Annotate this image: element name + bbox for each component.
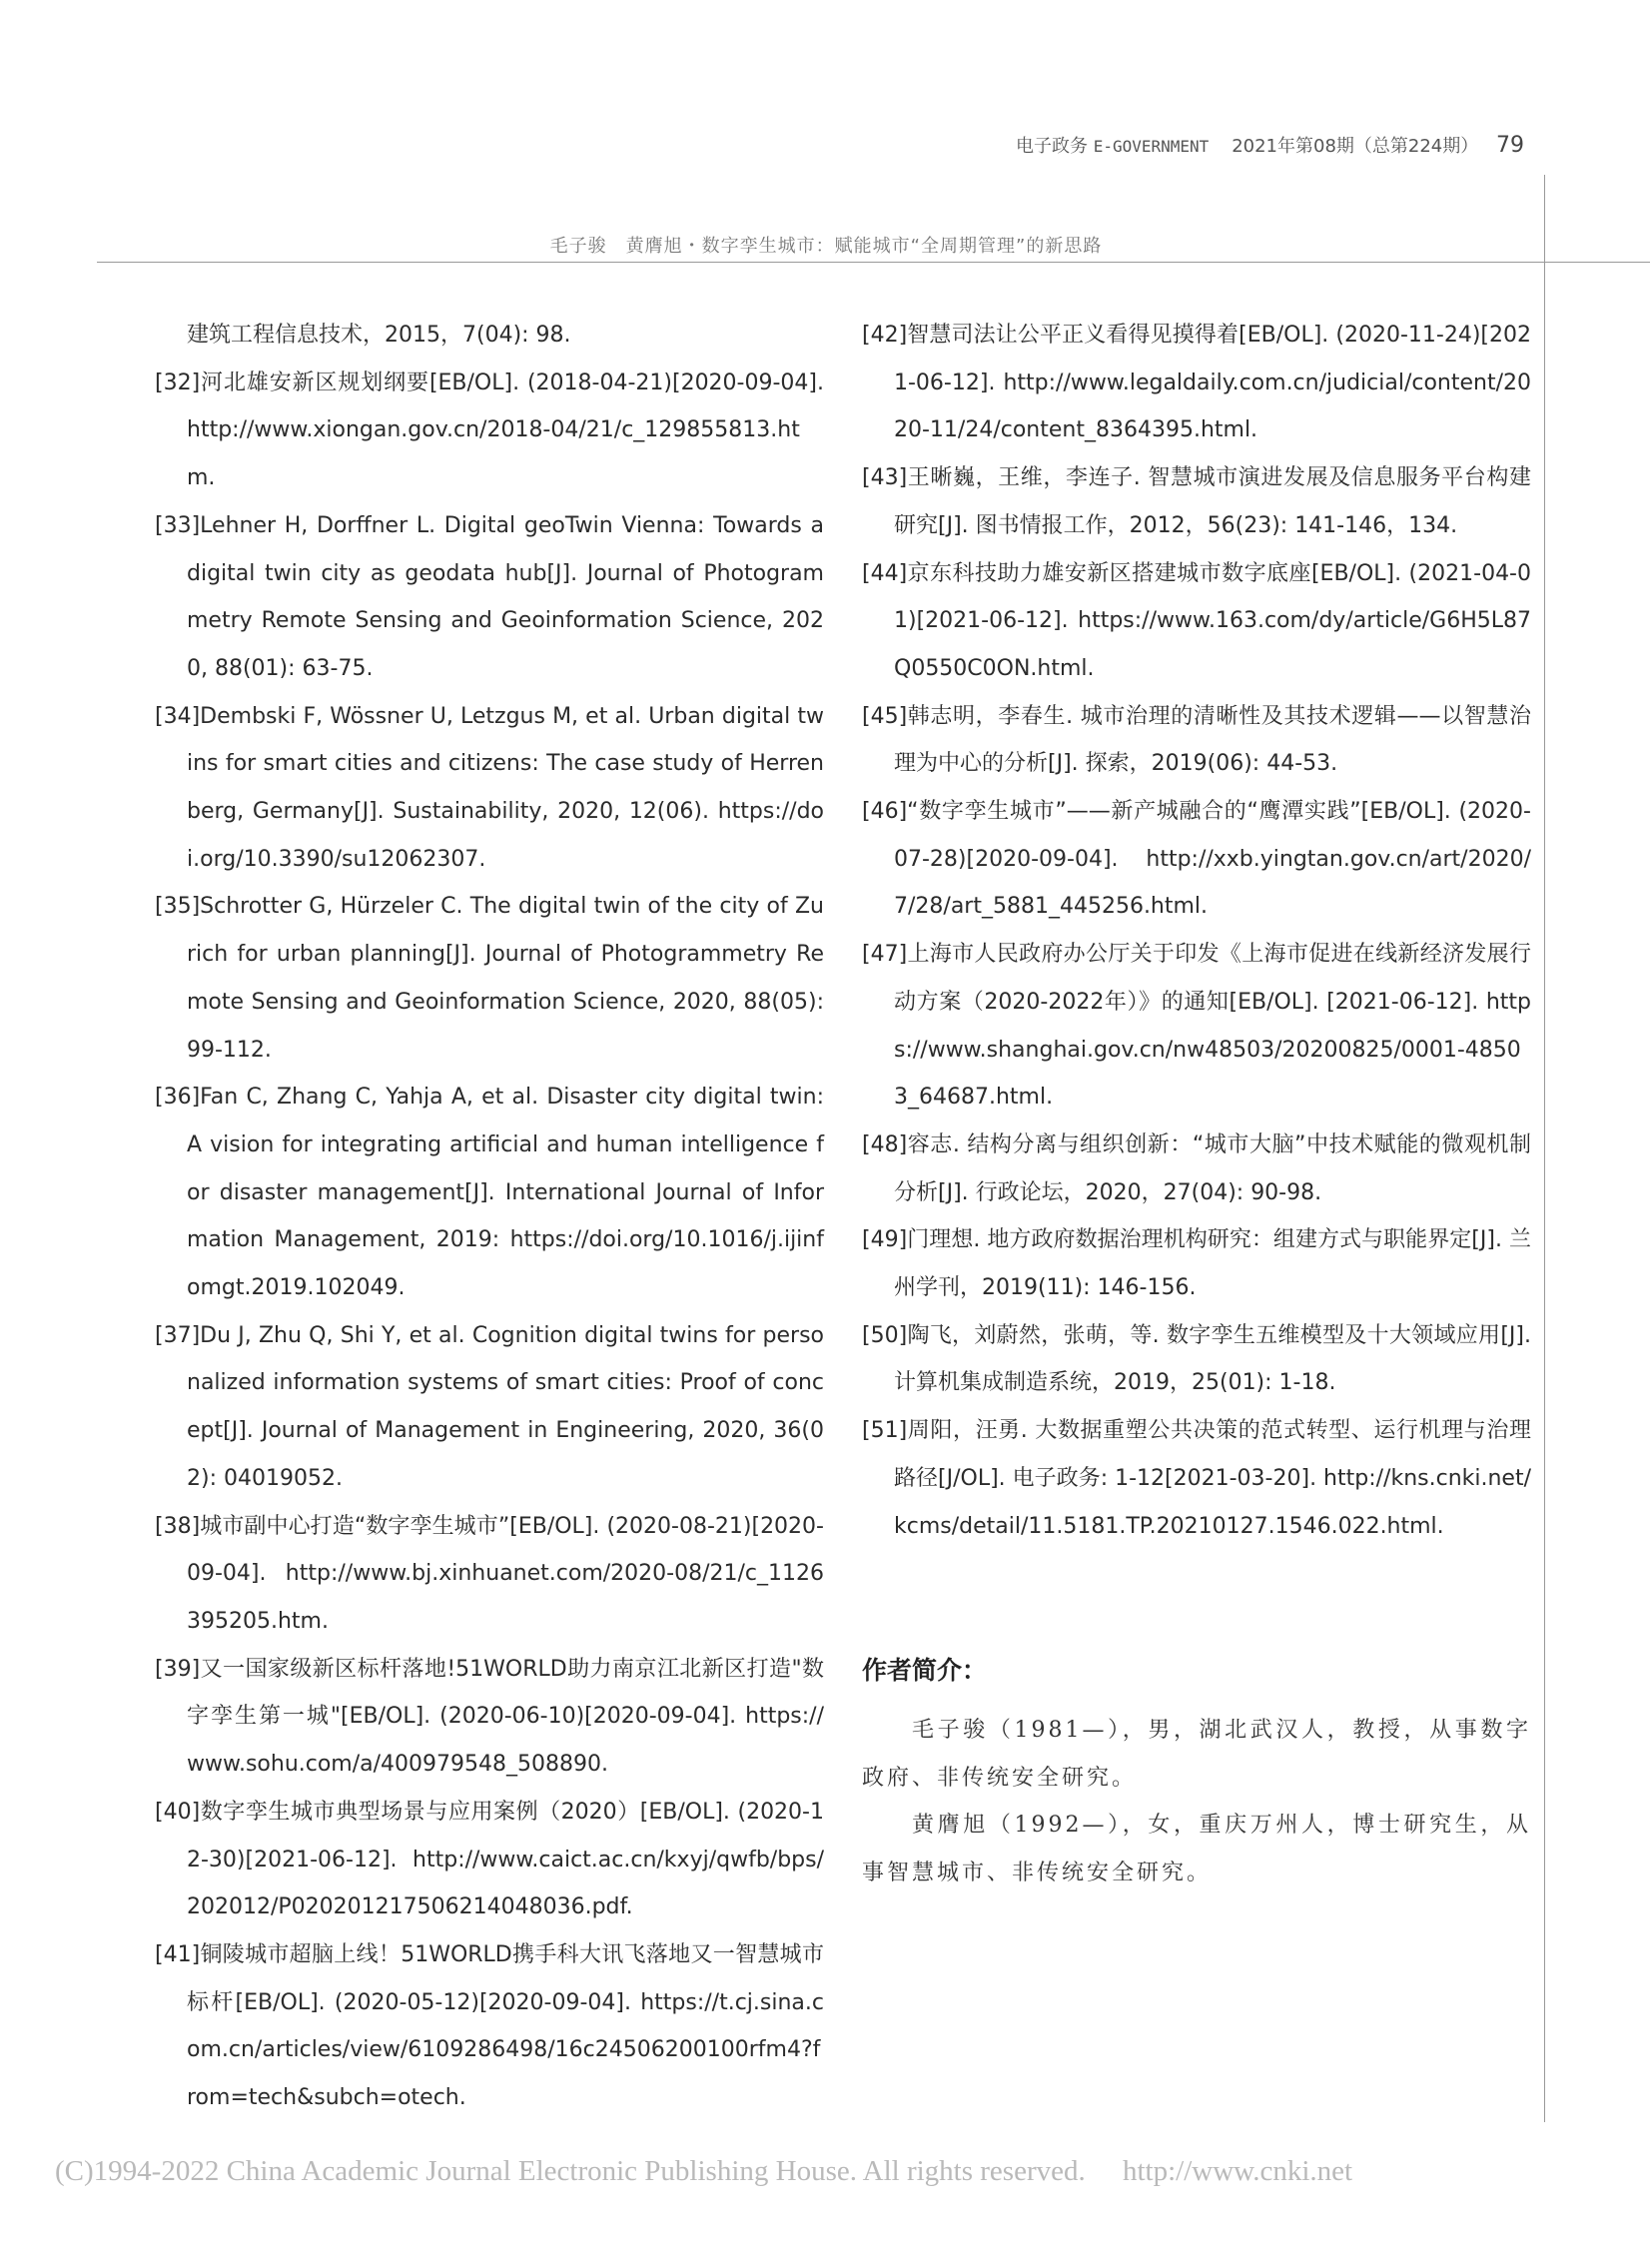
references-left-column <box>155 312 824 2122</box>
header-rule <box>97 262 1650 263</box>
reference-item: [38]城市副中心打造“数字孪生城市”[EB/OL]. (2020-08-21)[2020-09-04]. http://www.bj.xinhuanet.com/2020-08/21/c_1126395205.htm. <box>155 1513 824 1634</box>
reference-item: [37]Du J, Zhu Q, Shi Y, et al. Cognition digital twins for personalized information systems of smart cities: Proof of concept[J]. Journal of Management in Engineering, 2020, 36(02): 04019052. <box>155 1322 824 1491</box>
copyright-footer <box>55 2155 1352 2188</box>
reference-item: [43]王晰巍，王维，李连子. 智慧城市演进发展及信息服务平台构建研究[J]. 图书情报工作，2012，56(23): 141-146，134. <box>862 465 1531 538</box>
journal-name-cn: 电子政务 <box>1015 136 1088 157</box>
running-header <box>1016 132 1524 158</box>
reference-item: [51]周阳，汪勇. 大数据重塑公共决策的范式转型、运行机理与治理路径[J/OL]. 电子政务: 1-12[2021-03-20]. http://kns.cnki.net/kcms/detail/11.5181.TP.20210127.1546.022.html. <box>862 1418 1531 1539</box>
author-bio-paragraph: 黄膺旭（1992—），女，重庆万州人，博士研究生，从事智慧城市、非传统安全研究。 <box>862 1813 1531 1885</box>
reference-item: [32]河北雄安新区规划纲要[EB/OL]. (2018-04-21)[2020-09-04]. http://www.xiongan.gov.cn/2018-04/21/c_129855813.htm. <box>155 370 824 491</box>
author-bio-title: 作者简介： <box>862 1656 988 1685</box>
reference-item: [47]上海市人民政府办公厅关于印发《上海市促进在线新经济发展行动方案（2020-2022年）》的通知[EB/OL]. [2021-06-12]. https://www.shanghai.gov.cn/nw48503/20200825/0001-48503_64687.html. <box>862 942 1531 1111</box>
reference-item: [49]门理想. 地方政府数据治理机构研究：组建方式与职能界定[J]. 兰州学刊，2019(11): 146-156. <box>862 1227 1531 1301</box>
footer-url: http://www.cnki.net <box>1122 2155 1353 2187</box>
reference-item: [41]铜陵城市超脑上线！51WORLD携手科大讯飞落地又一智慧城市标杆[EB/OL]. (2020-05-12)[2020-09-04]. https://t.cj.sina.com.cn/articles/view/6109286498/16c24506200100rfm4?from=tech&subch=otech. <box>155 1941 824 2111</box>
reference-item: [44]京东科技助力雄安新区搭建城市数字底座[EB/OL]. (2021-04-01)[2021-06-12]. https://www.163.com/dy/article/G6H5L87Q0550C0ON.html. <box>862 560 1531 681</box>
reference-item: 建筑工程信息技术，2015，7(04): 98. <box>187 323 571 348</box>
reference-item: [46]“数字孪生城市”——新产城融合的“鹰潭实践”[EB/OL]. (2020-07-28)[2020-09-04]. http://xxb.yingtan.gov.cn/art/2020/7/28/art_5881_445256.html. <box>862 799 1531 920</box>
reference-item: [40]数字孪生城市典型场景与应用案例（2020）[EB/OL]. (2020-12-30)[2021-06-12]. http://www.caict.ac.cn/kxyj/qwfb/bps/202012/P020201217506214048036.pdf. <box>155 1799 824 1920</box>
reference-item: [33]Lehner H, Dorffner L. Digital geoTwin Vienna: Towards a digital twin city as geodata hub[J]. Journal of Photogrammetry Remote Sensing and Geoinformation Science, 2020, 88(01): 63-75. <box>155 512 824 681</box>
vertical-rule <box>1544 175 1545 2122</box>
reference-item: [34]Dembski F, Wössner U, Letzgus M, et al. Urban digital twins for smart cities and citizens: The case study of Herrenberg, Germany[J]. Sustainability, 2020, 12(06). https://doi.org/10.3390/su12062307. <box>155 703 824 872</box>
article-running-title: 毛子骏 黄膺旭・数字孪生城市：赋能城市“全周期管理”的新思路 <box>549 236 1103 257</box>
author-bio-paragraph: 毛子骏（1981—），男，湖北武汉人，教授，从事数字政府、非传统安全研究。 <box>862 1718 1531 1791</box>
issue-info: 2021年第08期（总第224期） <box>1232 136 1479 157</box>
references-right-column <box>862 312 1531 1550</box>
reference-item: [42]智慧司法让公平正义看得见摸得着[EB/OL]. (2020-11-24)[2021-06-12]. http://www.legaldaily.com.cn/judicial/content/2020-11/24/content_8364395.html. <box>862 323 1531 443</box>
page-number: 79 <box>1496 133 1524 158</box>
reference-item: [50]陶飞，刘蔚然，张萌，等. 数字孪生五维模型及十大领域应用[J]. 计算机集成制造系统，2019，25(01): 1-18. <box>862 1322 1531 1396</box>
reference-item: [35]Schrotter G, Hürzeler C. The digital twin of the city of Zurich for urban planning[J]. Journal of Photogrammetry Remote Sensing and Geoinformation Science, 2020, 88(05): 99-112. <box>155 894 824 1063</box>
reference-item: [36]Fan C, Zhang C, Yahja A, et al. Disaster city digital twin: A vision for integrating artificial and human intelligence for disaster management[J]. International Journal of Information Management, 2019: https://doi.org/10.1016/j.ijinfomgt.2019.102049. <box>155 1085 824 1301</box>
copyright-text: (C)1994-2022 China Academic Journal Electronic Publishing House. All rights reserved. <box>55 2155 1086 2187</box>
reference-item: [39]又一国家级新区标杆落地!51WORLD助力南京江北新区打造"数字孪生第一城"[EB/OL]. (2020-06-10)[2020-09-04]. https://www.sohu.com/a/400979548_508890. <box>155 1656 824 1778</box>
reference-item: [48]容志. 结构分离与组织创新：“城市大脑”中技术赋能的微观机制分析[J]. 行政论坛，2020，27(04): 90-98. <box>862 1131 1531 1205</box>
reference-item: [45]韩志明，李春生. 城市治理的清晰性及其技术逻辑——以智慧治理为中心的分析[J]. 探索，2019(06): 44-53. <box>862 703 1531 777</box>
journal-name-en: E-GOVERNMENT <box>1093 137 1210 156</box>
